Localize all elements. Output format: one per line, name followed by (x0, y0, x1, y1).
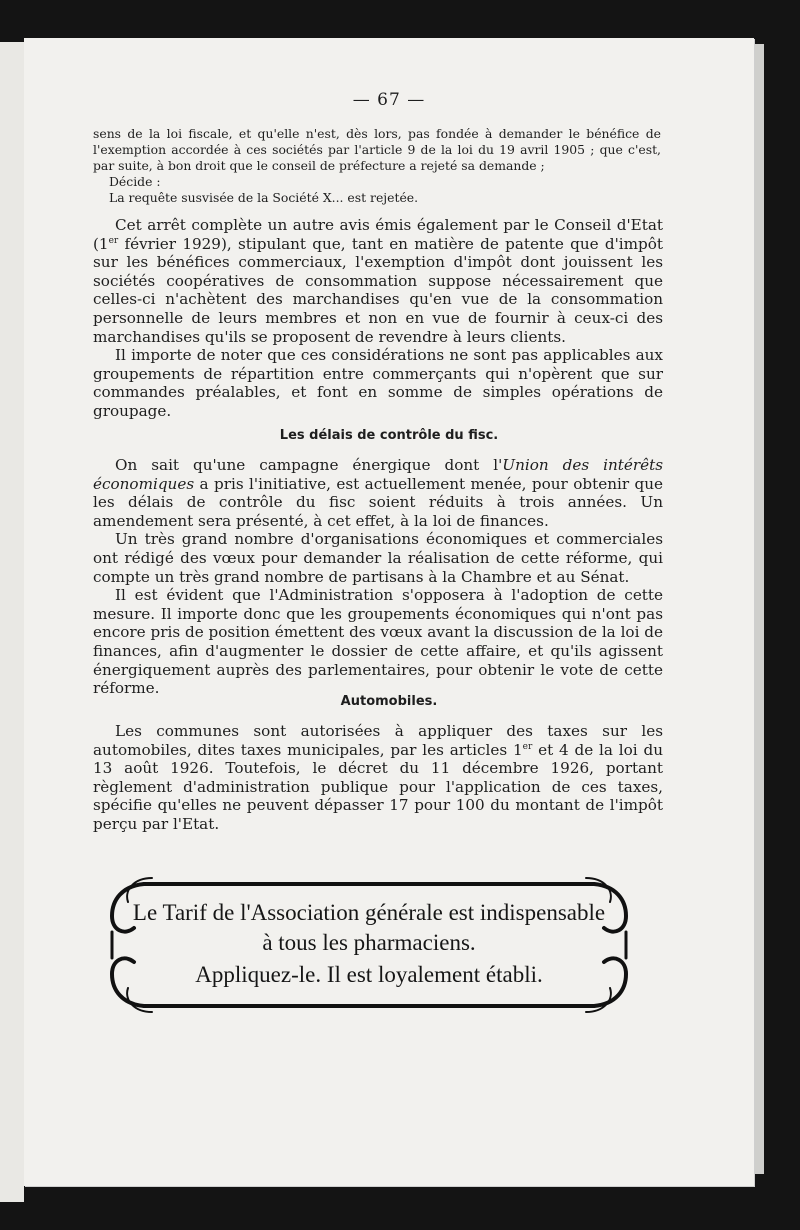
excerpt-text: sens de la loi fiscale, et qu'elle n'est, dès lors, pas fondée à demander le bénéfice de l'exemption accordée à ces sociétés par l'article 9 de la loi du 19 avril 1905 ; que c'est, par suite, à bon droit que le conseil de préfecture a rejeté sa demande ; (93, 126, 661, 173)
page-number: — 67 — (352, 90, 426, 110)
excerpt-conclusion: La requête susvisée de la Société X... est rejetée. (109, 190, 419, 205)
paragraph-administration: Il est évident que l'Administration s'opposera à l'adoption de cette mesure. Il importe donc que les groupements économiques qui n'ont pas encore pris de position émettent des vœux avant la discussion de la loi de finances, afin d'augmenter le dossier de cette affaire, et qu'ils agissent énergiquement auprès des parlementaires, pour obtenir le vote de cette réforme. (93, 586, 663, 698)
paragraph-groupements: Il importe de noter que ces considérations ne sont pas applicables aux groupements de répartition entre commerçants qui n'opèrent que sur commandes préalables, et font en somme de simples opérations de groupage. (93, 346, 663, 420)
paragraph-taxes: Les communes sont autorisées à appliquer des taxes sur les automobiles, dites taxes municipales, par les articles 1er et 4 de la loi du 13 août 1926. Toutefois, le décret du 11 décembre 1926, portant règlement d'administration publique pour l'application de ces taxes, spécifie qu'elles ne peuvent dépasser 17 pour 100 du montant de l'impôt perçu par l'Etat. (93, 722, 663, 833)
excerpt-decide: Décide : (109, 174, 161, 189)
section-delais-body (93, 456, 663, 698)
commentary (93, 216, 663, 421)
section-automobiles-body (93, 722, 663, 834)
section-heading-automobiles: Automobiles. (340, 694, 438, 709)
section-heading-delais: Les délais de contrôle du fisc. (279, 428, 499, 443)
page-edge-shadow (754, 44, 764, 1174)
ad-line-3: Appliquez-le. Il est loyalement établi. (195, 962, 543, 987)
document-page (24, 38, 754, 1186)
paragraph-campagne: On sait qu'une campagne énergique dont l'Union des intérêts économiques a pris l'initiative, est actuellement menée, pour obtenir que les délais de contrôle du fisc soient réduits à trois années. Un amendement sera présenté, à cet effet, à la loi de finances. (93, 456, 663, 530)
paragraph-arret: Cet arrêt complète un autre avis émis également par le Conseil d'Etat (1er février 1929), stipulant que, tant en matière de patente que d'impôt sur les bénéfices commerciaux, l'exemption d'impôt dont jouissent les sociétés coopératives de consommation suppose nécessairement que celles-ci n'achètent des marchandises qu'en vue de la consommation personnelle de leurs membres et non en vue de fournir à ceux-ci des marchandises qu'ils se proposent de revendre à leurs clients. (93, 216, 663, 346)
paragraph-organisations: Un très grand nombre d'organisations économiques et commerciales ont rédigé des vœux pour demander la réalisation de cette réforme, qui compte un très grand nombre de partisans à la Chambre et au Sénat. (93, 530, 663, 586)
ad-line-2: à tous les pharmaciens. (262, 930, 476, 955)
facing-page-edge (0, 42, 24, 1202)
ad-line-1: Le Tarif de l'Association générale est indispensable (132, 900, 606, 925)
decision-excerpt (93, 126, 661, 206)
